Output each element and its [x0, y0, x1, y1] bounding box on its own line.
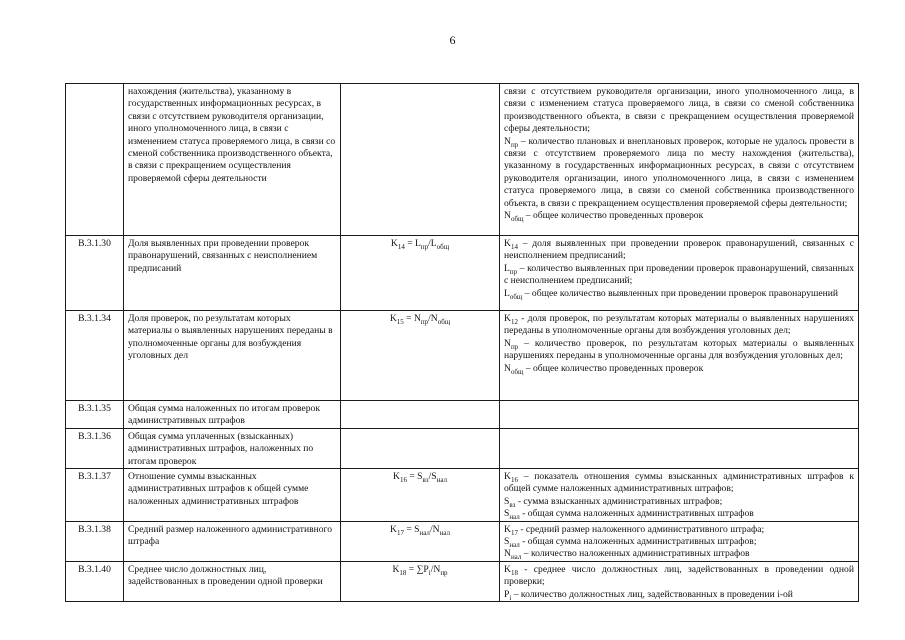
- description-cell: $K_{18}$ - среднее число должностных лиц, задействованных в проведении одной проверки; $P_i$ – количество должностных лиц, задействованных в проведении i-ой: [500, 561, 859, 601]
- table-row: [66, 84, 859, 236]
- table-row: [66, 561, 859, 601]
- table-row: [66, 311, 859, 401]
- description-line: связи с отсутствием руководителя организации, иного уполномоченного лица, в связи с изменением статуса проверяемого лица, в связи со сменой собственника производственного объекта, в связи с прекращением осуществления проверяемой сферы деятельности;: [504, 86, 854, 135]
- formula-cell: $K_{17} = S_{нал}/N_{нал}$: [341, 521, 500, 561]
- formula-cell: $K_{15} = N_{пр}/N_{общ}$: [341, 311, 500, 401]
- name-cell: нахождения (жительства), указанному в государственных информационных ресурсах, в связи с отсутствием руководителя организации, иного уполномоченного лица, в связи с изменением статуса проверяемого лица, в связи со сменой собственника производственного объекта, в связи с прекращением осуществления проверяемой сферы деятельности: [124, 84, 341, 236]
- description-cell: $K_{16}$ – показатель отношения суммы взысканных административных штрафов к общей сумме наложенных административных штрафов; $S_{вз}$ - сумма взысканных административных штрафов; $S_{нал}$ - общая сумма наложенных административных штрафов: [500, 469, 859, 522]
- code-cell: В.3.1.34: [66, 311, 124, 401]
- description-line: $N_{общ}$ – общее количество проведенных проверок: [504, 210, 704, 223]
- description-cell: [500, 401, 859, 429]
- code-cell: В.3.1.40: [66, 561, 124, 601]
- description-cell: $K_{14}$ – доля выявленных при проведении проверок правонарушений, связанных с неисполнением предписаний; $L_{пр}$ – количество выявленных при проведении проверок правонарушений, связанных с неисполнением предписаний; $L_{общ}$ – общее количество выявленных при проведении проверок правонарушений: [500, 236, 859, 311]
- code-cell: В.3.1.30: [66, 236, 124, 311]
- code-cell: В.3.1.36: [66, 428, 124, 468]
- description-cell: $K_{12}$ - доля проверок, по результатам которых материалы о выявленных нарушениях переданы в уполномоченные органы для возбуждения уголовных дел; $N_{пр}$ – количество проверок, по результатам которых материалы о выявленных нарушениях переданы в уполномоченные органы для возбуждения уголовных дел; $N_{общ}$ – общее количество проведенных проверок: [500, 311, 859, 401]
- table-row: [66, 469, 859, 522]
- table-row: [66, 428, 859, 468]
- name-cell: Доля выявленных при проведении проверок правонарушений, связанных с неисполнением предписаний: [124, 236, 341, 311]
- page-number: 6: [449, 33, 456, 47]
- formula-cell: [341, 84, 500, 236]
- description-line: $N_{пр}$ – количество плановых и внеплановых проверок, которые не удалось провести в связи с отсутствием проверяемого лица по месту нахождения (жительства), указанному в государственных информационных ресурсах, в связи с отсутствием руководителя организации, иного уполномоченного лица, в связи с изменением статуса проверяемого лица, в связи со сменой собственника производственного объекта, в связи с прекращением осуществления проверяемой сферы деятельности;: [504, 135, 854, 209]
- code-cell: В.3.1.35: [66, 401, 124, 429]
- description-cell: $K_{17}$ - средний размер наложенного административного штрафа; $S_{нал}$ - общая сумма наложенных административных штрафов; $N_{нал}$ – количество наложенных административных штрафов: [500, 521, 859, 561]
- name-cell: Отношение суммы взысканных административных штрафов к общей сумме наложенных административных штрафов: [124, 469, 341, 522]
- name-cell: Общая сумма наложенных по итогам проверок административных штрафов: [124, 401, 341, 429]
- formula-cell: $K_{14} = L_{пр}/L_{общ}$: [341, 236, 500, 311]
- name-cell: Общая сумма уплаченных (взысканных) административных штрафов, наложенных по итогам проверок: [124, 428, 341, 468]
- formula-cell: [341, 401, 500, 429]
- formula-cell: [341, 428, 500, 468]
- description-cell: [500, 84, 859, 236]
- code-cell: В.3.1.38: [66, 521, 124, 561]
- table-row: [66, 236, 859, 311]
- name-cell: Средний размер наложенного административного штрафа: [124, 521, 341, 561]
- indicators-table: [65, 83, 859, 602]
- code-cell: [66, 84, 124, 236]
- code-cell: В.3.1.37: [66, 469, 124, 522]
- formula-cell: $K_{16} = S_{вз}/S_{нал}$: [341, 469, 500, 522]
- formula-cell: $K_{18} = \sum P_i/N_{пр}$: [341, 561, 500, 601]
- description-cell: [500, 428, 859, 468]
- name-cell: Доля проверок, по результатам которых материалы о выявленных нарушениях переданы в уполномоченные органы для возбуждения уголовных дел: [124, 311, 341, 401]
- name-cell: Среднее число должностных лиц, задействованных в проведении одной проверки: [124, 561, 341, 601]
- table-row: [66, 401, 859, 429]
- table-row: [66, 521, 859, 561]
